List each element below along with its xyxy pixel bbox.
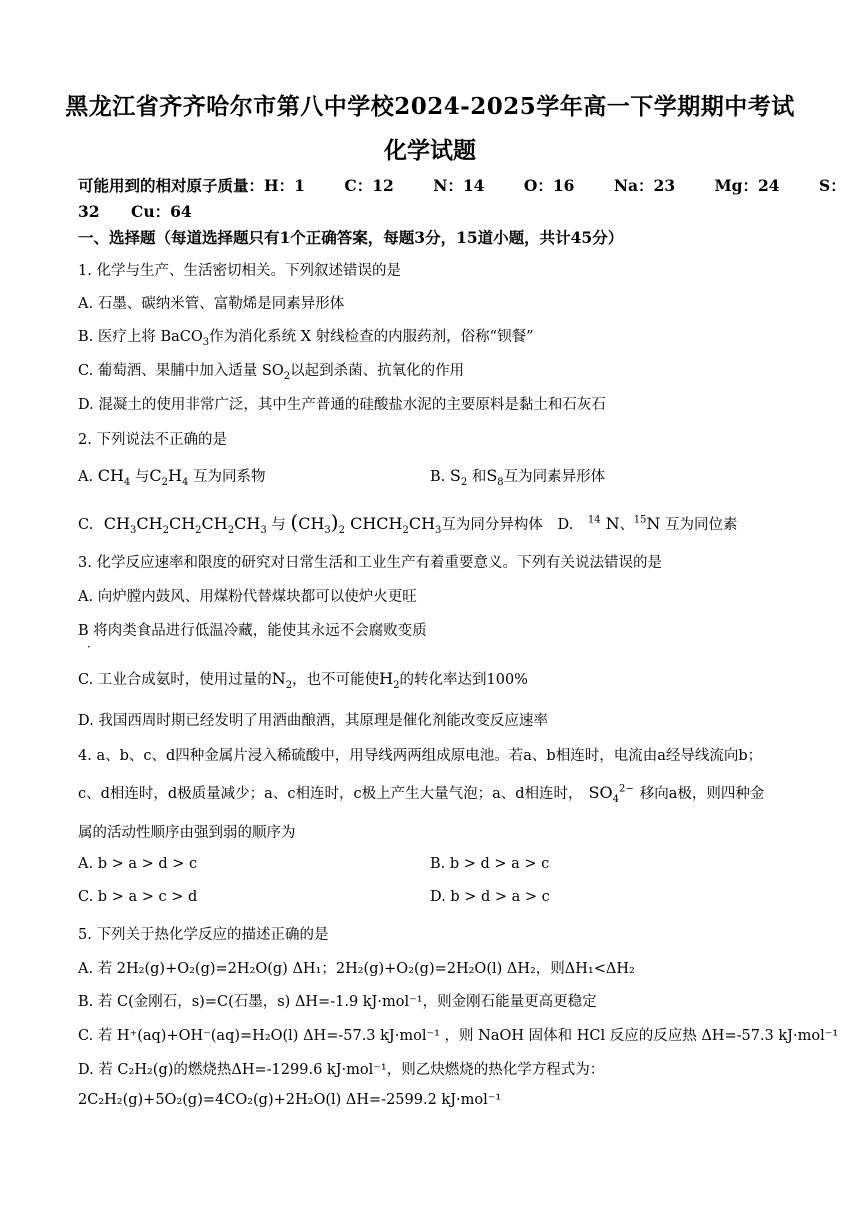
q2-formula-c2h4: $C_2H_4$ (149, 466, 189, 489)
q2-option-a-label: A. (78, 469, 94, 485)
page-subtitle: 化学试题 (384, 137, 476, 164)
q2-option-b (430, 465, 606, 489)
q1-option-b (78, 325, 534, 346)
q2-stem: 2. 下列说法不正确的是 (78, 432, 227, 448)
q2-formula-s8: $S_8$ (486, 466, 504, 489)
q4-formula-sulfate: $SO_4^{2-}$ (588, 783, 634, 806)
q2-option-b-label: B. (430, 469, 446, 485)
q4-stem-line2-pre: c、d相连时，d极质量减少；a、c相连时，c极上产生大量气泡；a、d相连时， (78, 786, 583, 802)
q1-option-c-pre: C. 葡萄酒、果脯中加入适量 SO (78, 363, 284, 379)
q3-option-c (78, 668, 528, 692)
atomic-mass-o: O：16 (523, 176, 575, 195)
q5-option-d: D. 若 C₂H₂(g)的燃烧热ΔH=-1299.6 kJ·mol⁻¹，则乙炔燃烧的热化学方程式为： (78, 1062, 605, 1078)
q1-option-a: A. 石墨、碳纳米管、富勒烯是同素异形体 (78, 296, 345, 312)
q4-option-a: A. b > a > d > c (78, 856, 198, 872)
q3-option-b-dot: · (87, 640, 91, 654)
q2-option-a-text: 互为同系物 (192, 469, 266, 485)
q2-option-c (78, 510, 738, 537)
atomic-mass-line-2 (78, 200, 192, 222)
q1-option-d: D. 混凝土的使用非常广泛，其中生产普通的硅酸盐水泥的主要原料是黏土和石灰石 (78, 397, 606, 413)
q3-formula-n2: $N_2$ (271, 669, 293, 692)
q3-option-d: D. 我国西周时期已经发明了用酒曲酿酒，其原理是催化剂能改变反应速率 (78, 713, 548, 729)
q2-option-c-text: 互为同分异构体 (441, 517, 543, 533)
q1-option-c (78, 359, 464, 380)
q1-option-c-sub: 2 (283, 370, 291, 382)
q3-option-c-pre: C. 工业合成氨时，使用过量的 (78, 672, 272, 688)
atomic-mass-c: C：12 (344, 176, 394, 195)
atomic-mass-mg: Mg：24 (714, 176, 780, 195)
q2-formula-isotopes: $^{14}$ N、$^{15}$N (587, 514, 661, 533)
q5-stem: 5. 下列关于热化学反应的描述正确的是 (78, 927, 329, 943)
q5-option-a: A. 若 2H₂(g)+O₂(g)=2H₂O(g) ΔH₁；2H₂(g)+O₂(g)=2H₂O(l) ΔH₂，则ΔH₁<ΔH₂ (78, 961, 635, 977)
q5-option-d-equation: 2C₂H₂(g)+5O₂(g)=4CO₂(g)+2H₂O(l) ΔH=-2599.2 kJ·mol⁻¹ (78, 1092, 502, 1108)
q1-option-b-post: 作为消化系统 X 射线检查的内服药剂，俗称“钡餐” (209, 329, 534, 345)
q3-option-c-post: 的转化率达到100% (399, 672, 528, 688)
page-title: 黑龙江省齐齐哈尔市第八中学校2024-2025学年高一下学期期中考试 (65, 93, 795, 120)
atomic-mass-n: N：14 (433, 176, 485, 195)
section-header: 一、选择题（每道选择题只有1个正确答案，每题3分，15道小题，共计45分） (78, 228, 624, 247)
q2-option-a (78, 465, 266, 489)
q4-option-b: B. b > d > a > c (430, 856, 550, 872)
atomic-mass-s-value: 32 (78, 202, 100, 221)
q2-formula-s2: $S_2$ (449, 466, 468, 489)
q2-option-d-text: 互为同位素 (665, 517, 738, 533)
atomic-mass-cu: Cu：64 (130, 202, 192, 221)
q5-option-c: C. 若 H⁺(aq)+OH⁻(aq)=H₂O(l) ΔH=-57.3 kJ·mol⁻¹ ，则 NaOH 固体和 HCl 反应的反应热 ΔH=-57.3 kJ·mol⁻¹ (78, 1028, 839, 1044)
q1-option-b-pre: B. 医疗上将 BaCO (78, 329, 203, 345)
q3-stem: 3. 化学反应速率和限度的研究对日常生活和工业生产有着重要意义。下列有关说法错误的是 (78, 555, 662, 571)
atomic-mass-line (78, 174, 846, 196)
q3-option-c-mid: ，也不可能使 (292, 672, 380, 688)
q2-option-d-label: D. (557, 517, 574, 533)
q1-option-c-post: 以起到杀菌、抗氧化的作用 (290, 363, 465, 379)
q2-option-b-and: 和 (471, 469, 487, 485)
q2-formula-isopentane: $(CH_3)_2$ $CHCH_2CH_3$ (290, 510, 442, 537)
q4-stem-line2-post: 移向a极，则四种金 (639, 786, 765, 802)
q3-formula-h2: $H_2$ (379, 669, 400, 692)
q4-stem-line3: 属的活动性顺序由强到弱的顺序为 (78, 825, 296, 841)
atomic-mass-h: H：1 (264, 176, 305, 195)
q2-with: 与 (134, 469, 150, 485)
q4-option-c: C. b > a > c > d (78, 889, 198, 905)
atomic-mass-label: 可能用到的相对原子质量： (78, 176, 265, 195)
q2-formula-ch4: $CH_4$ (97, 466, 131, 489)
q1-stem: 1. 化学与生产、生活密切相关。下列叙述错误的是 (78, 263, 401, 279)
q1-option-b-sub: 3 (202, 336, 210, 348)
q5-option-b: B. 若 C(金刚石，s)=C(石墨，s) ΔH=-1.9 kJ·mol⁻¹，则金刚石能量更高更稳定 (78, 994, 597, 1010)
atomic-mass-s: S： (819, 176, 846, 195)
q4-stem-line1: 4. a、b、c、d四种金属片浸入稀硫酸中，用导线两两组成原电池。若a、b相连时，电流由a经导线流向b； (78, 748, 763, 764)
q2-formula-pentane: $CH_3CH_2CH_2CH_2CH_3$ (103, 514, 267, 537)
q4-option-d: D. b > d > a > c (430, 889, 550, 905)
q2-option-c-label: C. (78, 517, 94, 533)
q2-option-c-with: 与 (271, 517, 286, 533)
q3-option-a: A. 向炉膛内鼓风、用煤粉代替煤块都可以使炉火更旺 (78, 589, 417, 605)
q2-option-b-text: 互为同素异形体 (503, 469, 606, 485)
atomic-mass-na: Na：23 (613, 176, 676, 195)
q3-option-b: B 将肉类食品进行低温冷藏，能使其永远不会腐败变质 (78, 623, 427, 639)
q4-stem-line2 (78, 782, 765, 806)
